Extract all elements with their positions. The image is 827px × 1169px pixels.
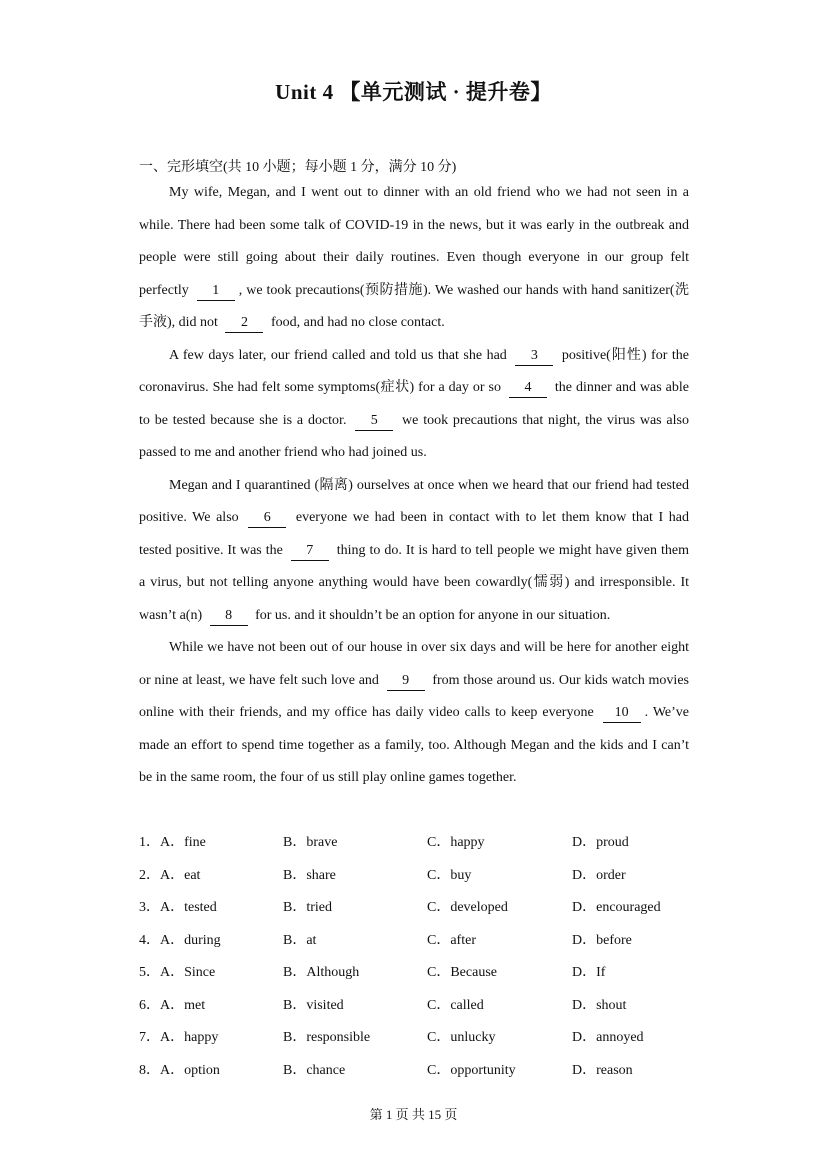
- option-row: [139, 990, 699, 1023]
- option-4-b: B．at: [283, 932, 317, 948]
- option-row: [139, 925, 699, 958]
- blank-5: 5: [355, 412, 393, 431]
- option-row: [139, 957, 699, 990]
- option-8-a: 8．A．option: [139, 1062, 220, 1078]
- blank-7: 7: [291, 542, 329, 561]
- option-1-a: 1．A．fine: [139, 835, 206, 850]
- option-6-a: 6．A．met: [139, 997, 206, 1013]
- option-row: [139, 892, 699, 925]
- answer-options: [139, 827, 699, 1087]
- option-3-a: 3．A．tested: [139, 900, 217, 915]
- option-row: [139, 860, 699, 893]
- option-4-a: 4．A．during: [139, 932, 221, 948]
- option-6-d: D．shout: [572, 997, 627, 1013]
- passage-paragraph: While we have not been out of our house in over six days and will be here for another eight or nine at least, we have felt such love and 9 from those around us. Our kids watch movies online with their friends, and my office has daily video calls to keep everyone 10 . We’ve made an effort to spend time together as a family, too. Although Megan and the kids and I can’t be in the same room, the four of us still play online games together.: [139, 640, 689, 785]
- option-8-b: B．chance: [283, 1062, 346, 1078]
- passage-paragraph: A few days later, our friend called and told us that she had 3 positive(阳性) for the coronavirus. She had felt some symptoms(症状) for a day or so 4 the dinner and was able to be tested because she is a doctor. 5 we took precautions that night, the virus was also passed to me and another friend who had joined us.: [139, 347, 689, 460]
- blank-9: 9: [387, 672, 425, 691]
- option-5-a: 5．A．Since: [139, 965, 216, 980]
- blank-4: 4: [509, 379, 547, 398]
- option-row: [139, 827, 699, 860]
- option-2-d: D．order: [572, 867, 626, 883]
- option-6-b: B．visited: [283, 997, 344, 1013]
- page-footer: 第 1 页 共 15 页: [369, 1107, 458, 1122]
- blank-6: 6: [248, 509, 286, 528]
- option-1-d: D．proud: [572, 835, 629, 850]
- option-7-d: D．annoyed: [572, 1030, 644, 1045]
- passage-paragraph: My wife, Megan, and I went out to dinner with an old friend who we had not seen in a while. There had been some talk of COVID-19 in the news, but it was early in the outbreak and people were still going about their daily routines. Even though everyone in our group felt perfectly 1 , we took precautions(预防措施). We washed our hands with hand sanitizer(洗手液), did not 2 food, and had no close contact.: [139, 177, 689, 340]
- option-7-a: 7．A．happy: [139, 1030, 219, 1045]
- option-2-a: 2．A．eat: [139, 867, 201, 883]
- option-7-b: B．responsible: [283, 1030, 371, 1045]
- option-5-c: C．Because: [427, 965, 497, 980]
- option-4-d: D．before: [572, 932, 632, 948]
- option-2-b: B．share: [283, 867, 336, 883]
- section-heading: 一、完形填空(共 10 小题；每小题 1 分，满分 10 分): [139, 160, 457, 175]
- cloze-passage: [139, 177, 689, 795]
- blank-10: 10: [603, 704, 641, 723]
- option-5-d: D．If: [572, 965, 606, 980]
- option-4-c: C．after: [427, 932, 476, 948]
- option-3-c: C．developed: [427, 900, 508, 915]
- blank-2: 2: [225, 314, 263, 333]
- option-2-c: C．buy: [427, 867, 472, 883]
- blank-3: 3: [515, 347, 553, 366]
- option-6-c: C．called: [427, 997, 484, 1013]
- option-1-c: C．happy: [427, 835, 485, 850]
- blank-8: 8: [210, 607, 248, 626]
- option-3-d: D．encouraged: [572, 900, 661, 915]
- option-8-d: D．reason: [572, 1062, 633, 1078]
- option-row: [139, 1022, 699, 1055]
- option-1-b: B．brave: [283, 835, 338, 850]
- blank-1: 1: [197, 282, 235, 301]
- page-title: Unit 4 【单元测试 · 提升卷】: [275, 80, 552, 104]
- option-3-b: B．tried: [283, 900, 332, 915]
- option-8-c: C．opportunity: [427, 1062, 516, 1078]
- option-row: [139, 1055, 699, 1088]
- option-7-c: C．unlucky: [427, 1030, 496, 1045]
- passage-paragraph: Megan and I quarantined (隔离) ourselves at once when we heard that our friend had tested positive. We also 6 everyone we had been in contact with to let them know that I had tested positive. It was the 7 thing to do. It is hard to tell people we might have given them a virus, but not telling anyone anything would have been cowardly(懦弱) and irresponsible. It wasn’t a(n) 8 for us. and it shouldn’t be an option for anyone in our situation.: [139, 470, 689, 633]
- option-5-b: B．Although: [283, 965, 360, 980]
